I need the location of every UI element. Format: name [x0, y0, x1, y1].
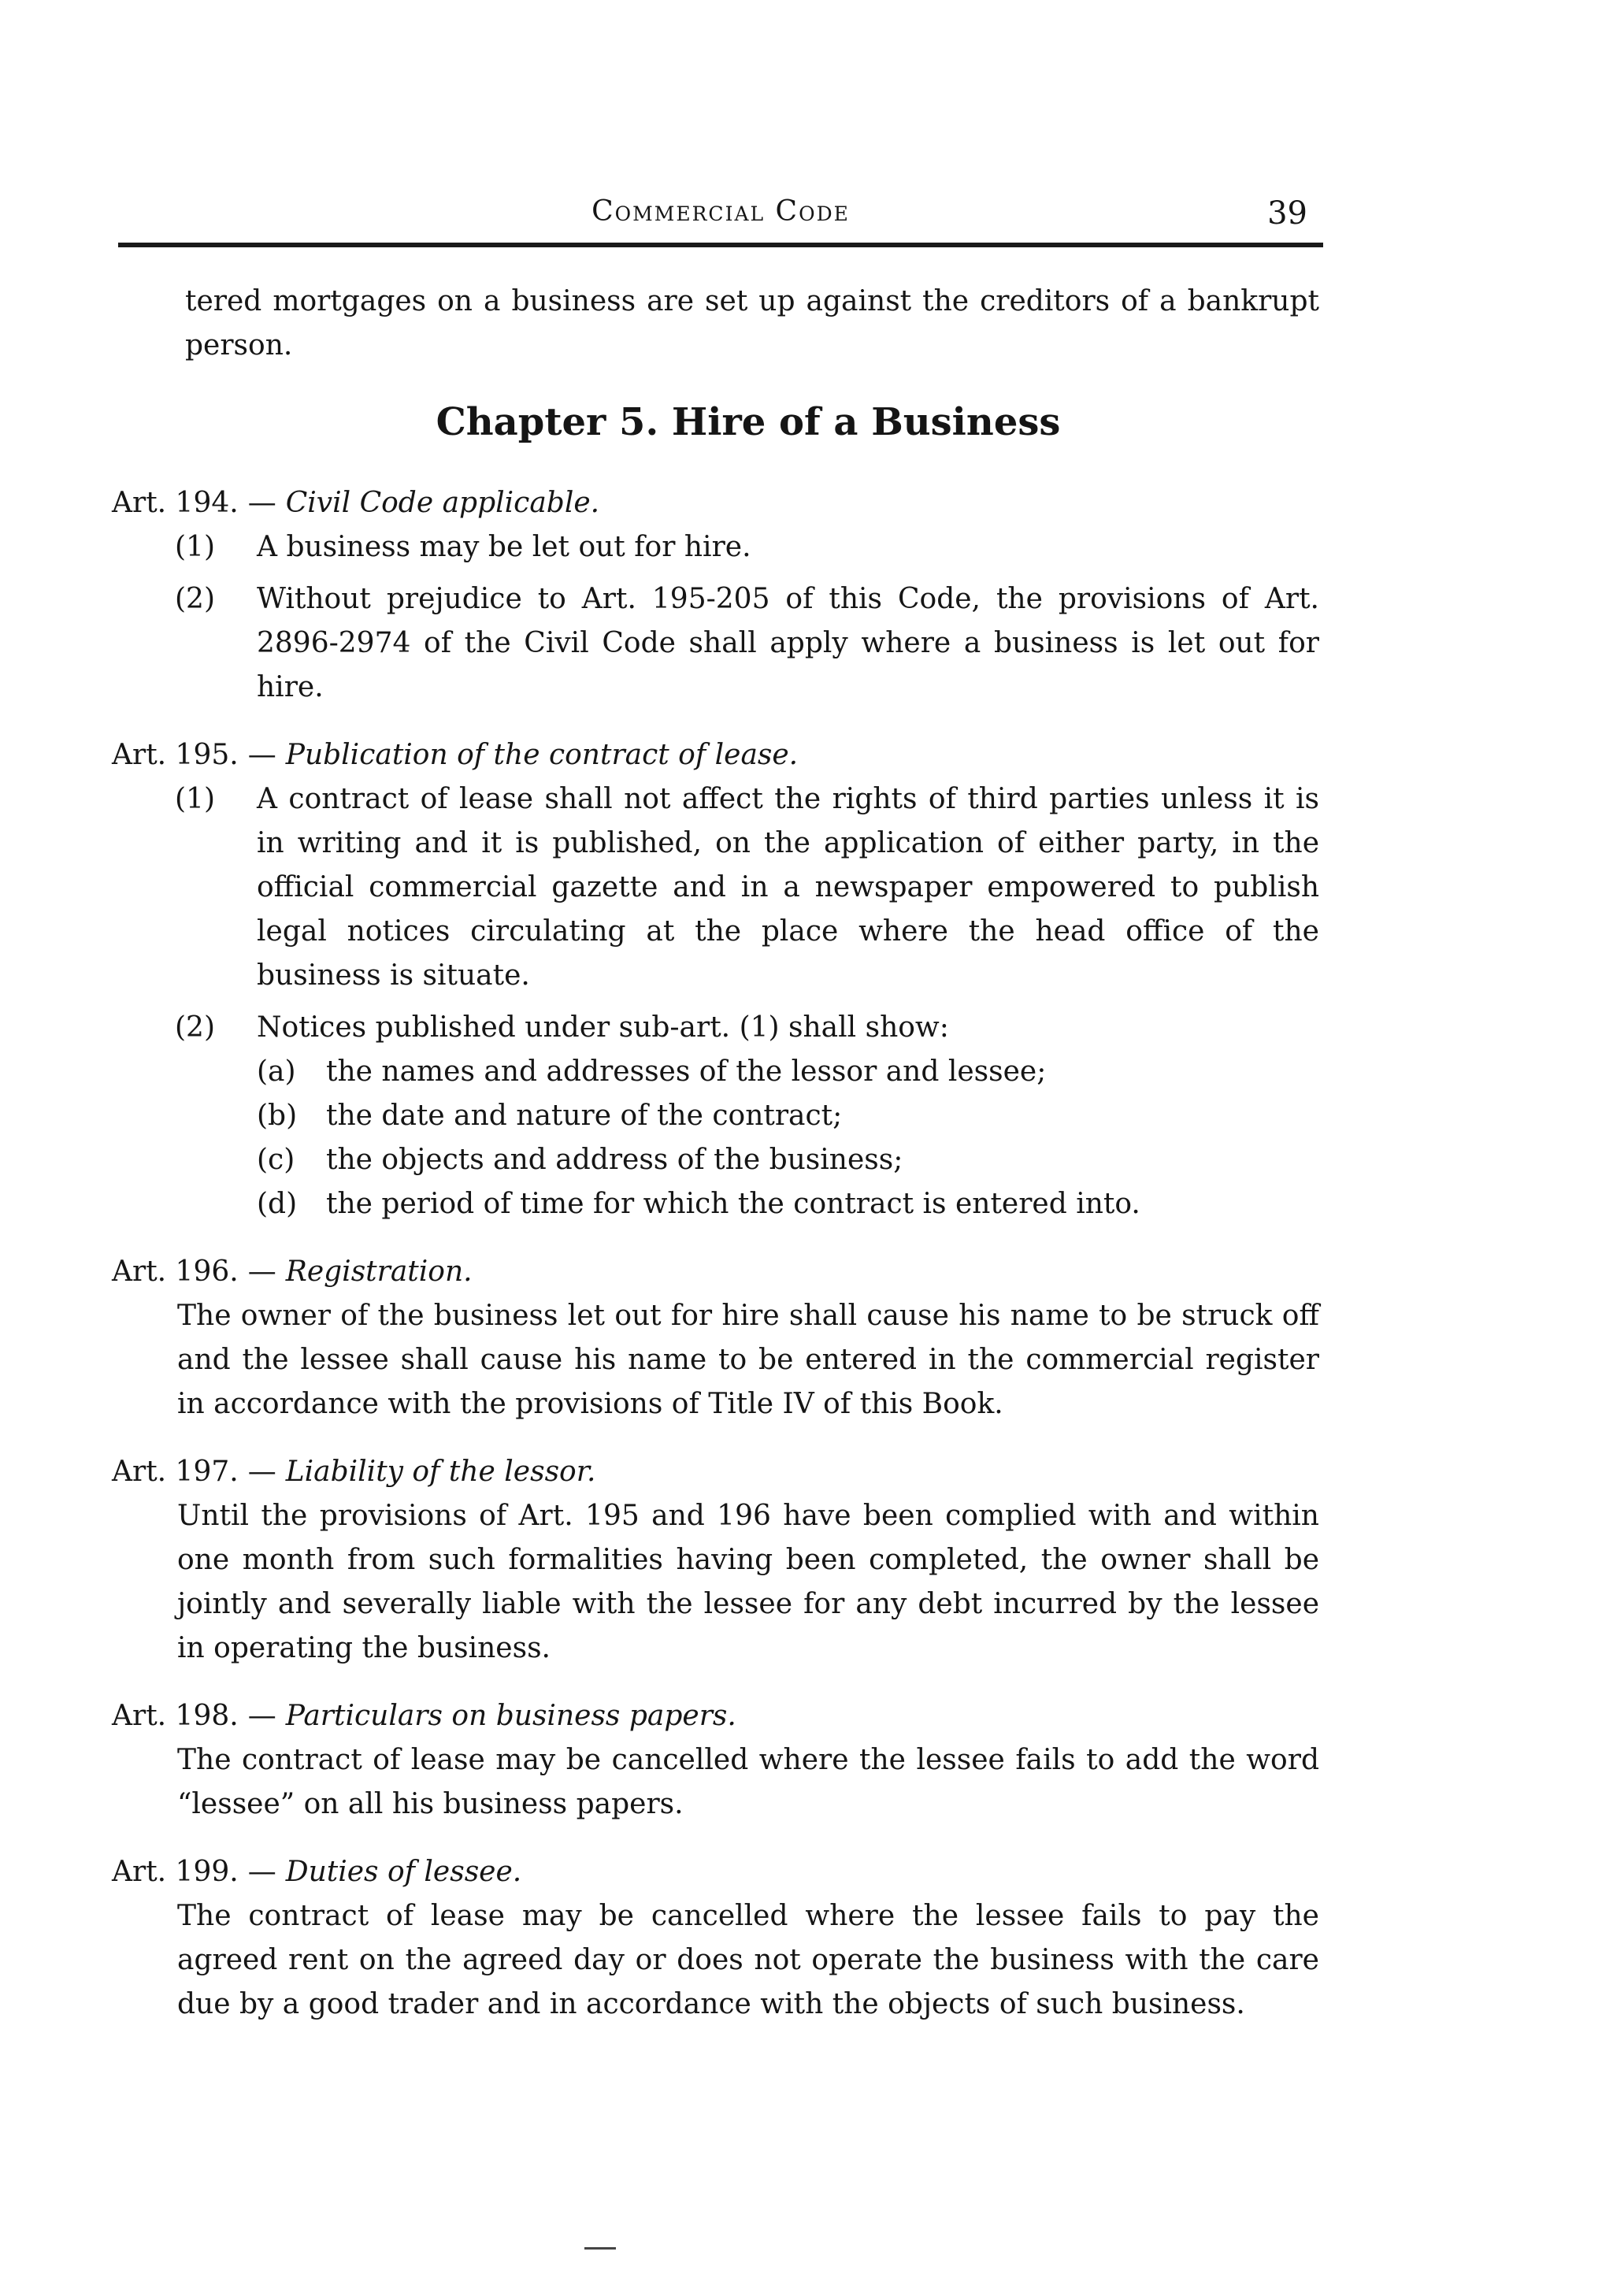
article-title: Liability of the lessor.: [285, 1456, 596, 1488]
intro-paragraph: tered mortgages on a business are set up against the creditors of a bankrupt person.: [185, 285, 1319, 362]
footer-mark: [584, 2247, 616, 2250]
article-196: [112, 1250, 1319, 1426]
sub-article-text: Notices published under sub-art. (1) shall show:: [257, 1011, 949, 1044]
sub-article: [175, 777, 1319, 998]
list-item: [257, 1138, 1319, 1182]
list-item: [257, 1094, 1319, 1138]
sub-article-number: (2): [175, 583, 215, 615]
article-194: [112, 481, 1319, 710]
item-label: (a): [257, 1055, 296, 1088]
item-label: (b): [257, 1100, 298, 1132]
article-text: Until the provisions of Art. 195 and 196 have been complied with and within one month from such formalities having been completed, the owner shall be jointly and severally liable with the lessee for any debt incurred by the lessee in operating the business.: [177, 1500, 1319, 1664]
article-text: The owner of the business let out for hire shall cause his name to be struck off and the lessee shall cause his name to be entered in the commercial register in accordance with the provisions of Title IV of this Book.: [177, 1300, 1319, 1420]
article-195: [112, 733, 1319, 1226]
item-text: the date and nature of the contract;: [326, 1100, 843, 1132]
sub-article-text: A business may be let out for hire.: [257, 531, 751, 563]
chapter-heading: Chapter 5. Hire of a Business: [436, 400, 1061, 444]
article-heading: Art. 194. — Civil Code applicable.: [112, 487, 600, 519]
sub-article-text: Without prejudice to Art. 195-205 of this Code, the provisions of Art. 2896-2974 of the Civil Code shall apply where a business is let out for hire.: [257, 583, 1319, 703]
article-title: Duties of lessee.: [285, 1856, 522, 1888]
list-item: [257, 1182, 1319, 1226]
sub-article-text: A contract of lease shall not affect the rights of third parties unless it is in writing and it is published, on the application of either party, in the official commercial gazette and in a newspaper empowered to publish legal notices circulating at the place where the head office of the business is situate.: [257, 783, 1319, 992]
sub-article-number: (1): [175, 783, 215, 815]
item-list: [257, 1050, 1319, 1226]
article-heading: Art. 195. — Publication of the contract of lease.: [112, 739, 799, 771]
article-number: Art. 195.: [112, 739, 239, 771]
sub-article: [175, 577, 1319, 710]
page-number: 39: [1267, 195, 1307, 232]
article-title: Publication of the contract of lease.: [285, 739, 799, 771]
article-title: Civil Code applicable.: [285, 487, 600, 519]
article-heading: Art. 199. — Duties of lessee.: [112, 1856, 522, 1888]
article-heading: Art. 196. — Registration.: [112, 1256, 473, 1288]
article-number: Art. 194.: [112, 487, 239, 519]
article-197: [112, 1450, 1319, 1671]
item-text: the names and addresses of the lessor and lessee;: [326, 1055, 1047, 1088]
sub-article: [175, 525, 1319, 569]
running-header: [118, 195, 1323, 247]
article-text: The contract of lease may be cancelled where the lessee fails to add the word “lessee” on all his business papers.: [177, 1744, 1319, 1820]
article-198: [112, 1694, 1319, 1827]
article-heading: Art. 197. — Liability of the lessor.: [112, 1456, 596, 1488]
sub-article-number: (1): [175, 531, 215, 563]
sub-article-number: (2): [175, 1011, 215, 1044]
item-text: the objects and address of the business;: [326, 1144, 903, 1176]
article-number: Art. 199.: [112, 1856, 239, 1888]
item-text: the period of time for which the contract is entered into.: [326, 1188, 1140, 1220]
article-title: Registration.: [285, 1256, 473, 1288]
article-number: Art. 196.: [112, 1256, 239, 1288]
sub-article: [175, 1006, 1319, 1226]
running-title: Commercial Code: [591, 195, 850, 228]
page-body: [112, 280, 1319, 2050]
article-number: Art. 198.: [112, 1700, 239, 1732]
article-title: Particulars on business papers.: [285, 1700, 736, 1732]
article-heading: Art. 198. — Particulars on business papers.: [112, 1700, 736, 1732]
list-item: [257, 1050, 1319, 1094]
article-text: The contract of lease may be cancelled where the lessee fails to pay the agreed rent on the agreed day or does not operate the business with the care due by a good trader and in accordance with the objects of such business.: [177, 1900, 1319, 2020]
item-label: (c): [257, 1144, 295, 1176]
article-number: Art. 197.: [112, 1456, 239, 1488]
article-199: [112, 1850, 1319, 2027]
item-label: (d): [257, 1188, 298, 1220]
